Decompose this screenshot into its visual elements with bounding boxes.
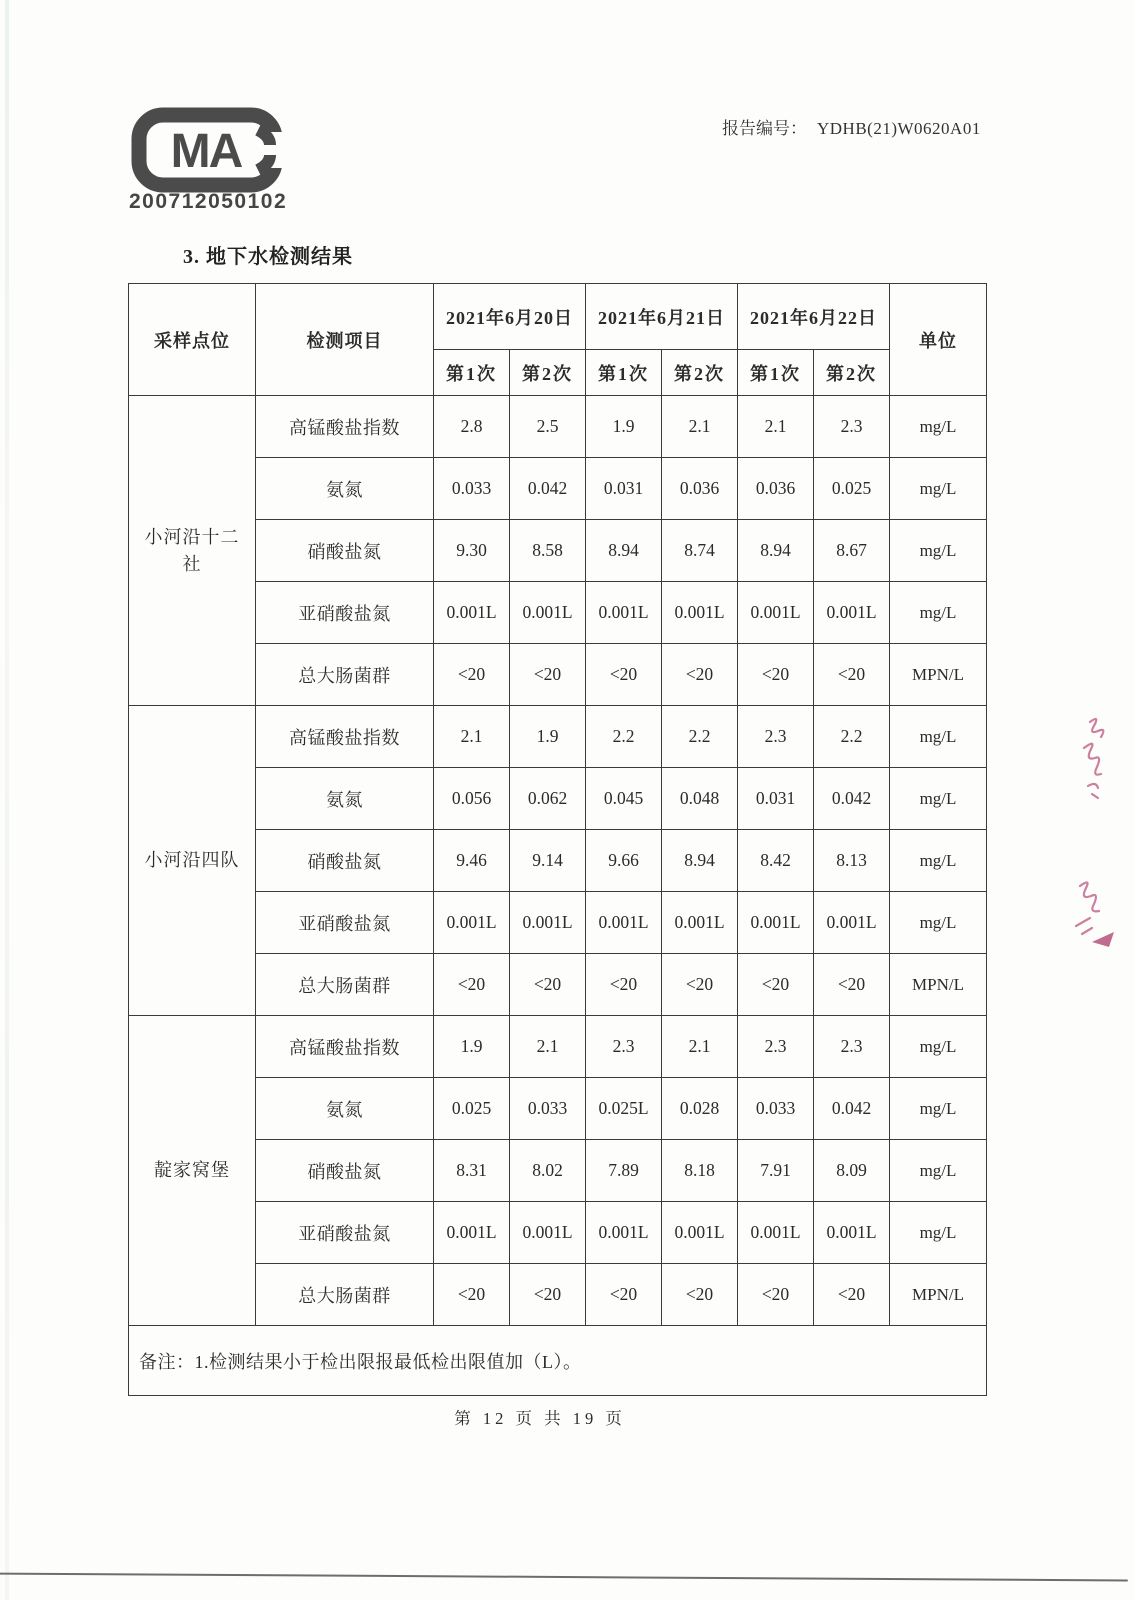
test-item-cell: 亚硝酸盐氮 xyxy=(256,1202,434,1264)
sampling-point-cell: 小河沿十二社 xyxy=(129,396,256,706)
table-row xyxy=(129,1016,987,1078)
value-cell: 2.1 xyxy=(662,396,738,458)
value-cell: <20 xyxy=(586,644,662,706)
table-row xyxy=(129,706,987,768)
value-cell: 0.042 xyxy=(510,458,586,520)
table-row xyxy=(129,892,987,954)
value-cell: 0.001L xyxy=(738,582,814,644)
value-cell: 0.001L xyxy=(814,1202,890,1264)
value-cell: 2.2 xyxy=(814,706,890,768)
report-number-label: 报告编号： xyxy=(722,119,807,138)
value-cell: 0.001L xyxy=(586,582,662,644)
table-row xyxy=(129,644,987,706)
value-cell: <20 xyxy=(738,1264,814,1326)
value-cell: 2.3 xyxy=(586,1016,662,1078)
value-cell: 0.001L xyxy=(738,1202,814,1264)
value-cell: <20 xyxy=(586,954,662,1016)
table-row xyxy=(129,954,987,1016)
value-cell: 2.3 xyxy=(814,396,890,458)
value-cell: <20 xyxy=(434,1264,510,1326)
note-text: 1.检测结果小于检出限报最低检出限值加（L）。 xyxy=(194,1351,582,1372)
value-cell: 0.001L xyxy=(738,892,814,954)
table-row xyxy=(129,1202,987,1264)
note-row xyxy=(129,1326,987,1396)
header-run: 第2次 xyxy=(814,350,890,396)
value-cell: 8.67 xyxy=(814,520,890,582)
value-cell: 0.001L xyxy=(662,582,738,644)
value-cell: 0.025L xyxy=(586,1078,662,1140)
header-test-item: 检测项目 xyxy=(256,284,434,396)
unit-cell: mg/L xyxy=(890,768,987,830)
header-run: 第1次 xyxy=(738,350,814,396)
value-cell: 0.033 xyxy=(738,1078,814,1140)
value-cell: <20 xyxy=(510,954,586,1016)
value-cell: 0.001L xyxy=(662,892,738,954)
value-cell: 0.001L xyxy=(434,892,510,954)
table-body xyxy=(129,396,987,1326)
unit-cell: mg/L xyxy=(890,396,987,458)
test-item-cell: 硝酸盐氮 xyxy=(256,520,434,582)
unit-cell: mg/L xyxy=(890,458,987,520)
value-cell: <20 xyxy=(434,954,510,1016)
unit-cell: mg/L xyxy=(890,892,987,954)
value-cell: 8.02 xyxy=(510,1140,586,1202)
value-cell: 9.66 xyxy=(586,830,662,892)
value-cell: 0.001L xyxy=(814,582,890,644)
value-cell: 9.14 xyxy=(510,830,586,892)
test-item-cell: 高锰酸盐指数 xyxy=(256,706,434,768)
unit-cell: MPN/L xyxy=(890,954,987,1016)
value-cell: 0.033 xyxy=(510,1078,586,1140)
test-item-cell: 氨氮 xyxy=(256,768,434,830)
value-cell: 0.036 xyxy=(738,458,814,520)
header-date-3: 2021年6月22日 xyxy=(738,284,890,350)
value-cell: <20 xyxy=(662,1264,738,1326)
value-cell: 1.9 xyxy=(510,706,586,768)
value-cell: 9.46 xyxy=(434,830,510,892)
value-cell: 0.031 xyxy=(738,768,814,830)
value-cell: 2.3 xyxy=(738,1016,814,1078)
unit-cell: mg/L xyxy=(890,830,987,892)
test-item-cell: 亚硝酸盐氮 xyxy=(256,582,434,644)
value-cell: <20 xyxy=(814,954,890,1016)
value-cell: 8.94 xyxy=(662,830,738,892)
value-cell: 0.031 xyxy=(586,458,662,520)
value-cell: 9.30 xyxy=(434,520,510,582)
value-cell: 0.025 xyxy=(434,1078,510,1140)
table-row xyxy=(129,396,987,458)
sampling-point-cell: 靛家窝堡 xyxy=(129,1016,256,1326)
value-cell: 2.3 xyxy=(814,1016,890,1078)
value-cell: <20 xyxy=(510,1264,586,1326)
scan-edge-artifact xyxy=(5,0,9,1600)
value-cell: <20 xyxy=(662,644,738,706)
note-cell xyxy=(129,1326,987,1396)
value-cell: 0.001L xyxy=(586,892,662,954)
table-row xyxy=(129,1140,987,1202)
value-cell: <20 xyxy=(510,644,586,706)
table-row xyxy=(129,458,987,520)
value-cell: <20 xyxy=(738,644,814,706)
value-cell: 7.91 xyxy=(738,1140,814,1202)
value-cell: 2.1 xyxy=(738,396,814,458)
value-cell: 0.001L xyxy=(434,582,510,644)
unit-cell: MPN/L xyxy=(890,1264,987,1326)
value-cell: <20 xyxy=(814,1264,890,1326)
value-cell: 0.025 xyxy=(814,458,890,520)
test-item-cell: 硝酸盐氮 xyxy=(256,830,434,892)
value-cell: 7.89 xyxy=(586,1140,662,1202)
section-title: 3. 地下水检测结果 xyxy=(183,246,353,268)
value-cell: 2.1 xyxy=(510,1016,586,1078)
value-cell: 1.9 xyxy=(586,396,662,458)
value-cell: 8.58 xyxy=(510,520,586,582)
report-number-value: YDHB(21)W0620A01 xyxy=(817,119,981,138)
value-cell: 0.036 xyxy=(662,458,738,520)
header-unit: 单位 xyxy=(890,284,987,396)
page-number-footer: 第 12 页 共 19 页 xyxy=(454,1409,626,1428)
value-cell: 0.001L xyxy=(434,1202,510,1264)
value-cell: 2.8 xyxy=(434,396,510,458)
value-cell: 8.94 xyxy=(586,520,662,582)
unit-cell: mg/L xyxy=(890,1016,987,1078)
value-cell: 0.001L xyxy=(662,1202,738,1264)
sampling-point-cell: 小河沿四队 xyxy=(129,706,256,1016)
table-row xyxy=(129,830,987,892)
test-item-cell: 总大肠菌群 xyxy=(256,1264,434,1326)
paper-bottom-edge xyxy=(0,1573,1128,1582)
report-number-line xyxy=(722,114,981,139)
value-cell: 8.94 xyxy=(738,520,814,582)
header-date-2: 2021年6月21日 xyxy=(586,284,738,350)
value-cell: 8.74 xyxy=(662,520,738,582)
test-item-cell: 总大肠菌群 xyxy=(256,954,434,1016)
groundwater-results-table xyxy=(128,283,987,1396)
value-cell: 2.1 xyxy=(662,1016,738,1078)
value-cell: 0.056 xyxy=(434,768,510,830)
value-cell: 0.001L xyxy=(510,582,586,644)
table-row xyxy=(129,1264,987,1326)
value-cell: 0.028 xyxy=(662,1078,738,1140)
value-cell: <20 xyxy=(814,644,890,706)
header-run: 第2次 xyxy=(510,350,586,396)
value-cell: <20 xyxy=(586,1264,662,1326)
unit-cell: mg/L xyxy=(890,1078,987,1140)
test-item-cell: 硝酸盐氮 xyxy=(256,1140,434,1202)
test-item-cell: 亚硝酸盐氮 xyxy=(256,892,434,954)
table-row xyxy=(129,582,987,644)
value-cell: 2.1 xyxy=(434,706,510,768)
value-cell: 8.31 xyxy=(434,1140,510,1202)
value-cell: 2.3 xyxy=(738,706,814,768)
value-cell: 0.001L xyxy=(510,1202,586,1264)
cma-certificate-number: 200712050102 xyxy=(129,190,288,213)
value-cell: 8.18 xyxy=(662,1140,738,1202)
value-cell: 8.42 xyxy=(738,830,814,892)
value-cell: 2.2 xyxy=(586,706,662,768)
test-item-cell: 高锰酸盐指数 xyxy=(256,1016,434,1078)
unit-cell: MPN/L xyxy=(890,644,987,706)
header-run: 第1次 xyxy=(586,350,662,396)
value-cell: 2.2 xyxy=(662,706,738,768)
unit-cell: mg/L xyxy=(890,1202,987,1264)
unit-cell: mg/L xyxy=(890,1140,987,1202)
table-row xyxy=(129,520,987,582)
header-run: 第1次 xyxy=(434,350,510,396)
value-cell: 0.045 xyxy=(586,768,662,830)
value-cell: 0.042 xyxy=(814,1078,890,1140)
value-cell: <20 xyxy=(662,954,738,1016)
header-date-1: 2021年6月20日 xyxy=(434,284,586,350)
unit-cell: mg/L xyxy=(890,706,987,768)
value-cell: 0.001L xyxy=(510,892,586,954)
handwritten-annotation xyxy=(1058,690,1134,960)
value-cell: <20 xyxy=(738,954,814,1016)
test-item-cell: 氨氮 xyxy=(256,1078,434,1140)
table-row xyxy=(129,768,987,830)
test-item-cell: 总大肠菌群 xyxy=(256,644,434,706)
value-cell: 0.062 xyxy=(510,768,586,830)
value-cell: 0.001L xyxy=(814,892,890,954)
value-cell: 0.033 xyxy=(434,458,510,520)
value-cell: 0.001L xyxy=(586,1202,662,1264)
header-run: 第2次 xyxy=(662,350,738,396)
value-cell: 0.048 xyxy=(662,768,738,830)
value-cell: 2.5 xyxy=(510,396,586,458)
test-item-cell: 高锰酸盐指数 xyxy=(256,396,434,458)
value-cell: 8.09 xyxy=(814,1140,890,1202)
test-item-cell: 氨氮 xyxy=(256,458,434,520)
cma-logo-icon xyxy=(130,104,292,196)
unit-cell: mg/L xyxy=(890,582,987,644)
value-cell: 0.042 xyxy=(814,768,890,830)
note-label: 备注： xyxy=(139,1351,195,1372)
cma-letters: MA xyxy=(170,125,242,178)
table-row xyxy=(129,1078,987,1140)
value-cell: <20 xyxy=(434,644,510,706)
value-cell: 1.9 xyxy=(434,1016,510,1078)
unit-cell: mg/L xyxy=(890,520,987,582)
value-cell: 8.13 xyxy=(814,830,890,892)
header-sampling-point: 采样点位 xyxy=(129,284,256,396)
